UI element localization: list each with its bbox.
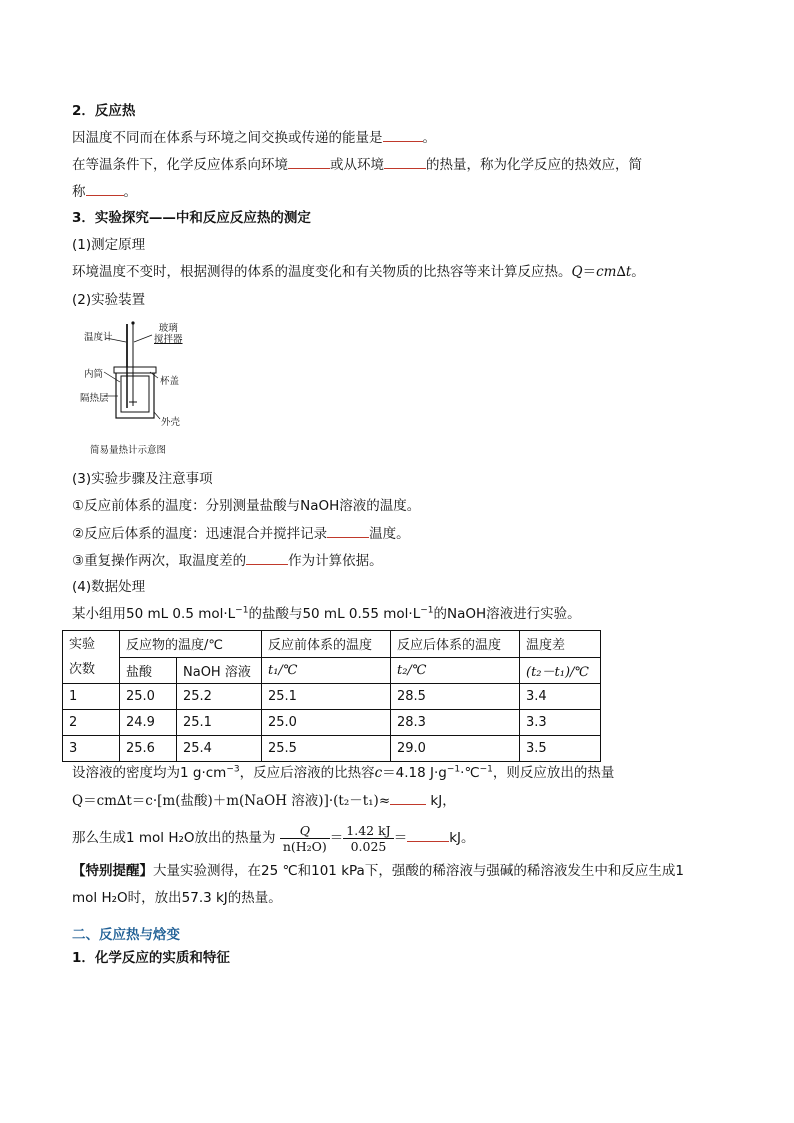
section-3-title: 3．实验探究——中和反应反应热的测定 bbox=[72, 210, 311, 226]
data-intro: 某小组用50 mL 0.5 $mol\cdot L^{-1}$的盐酸与50 mL 0.55 $mol\cdot L^{-1}$的NaOH溶液进行实验。 bbox=[72, 605, 581, 622]
subsection-principle: (1)测定原理 bbox=[72, 237, 146, 253]
table-header-row bbox=[63, 631, 601, 658]
label-shell: 外壳 bbox=[161, 417, 181, 428]
special-tip-continued: mol H₂O时，放出57.3 kJ的热量。 bbox=[72, 890, 282, 906]
table-cell: 28.3 bbox=[391, 710, 520, 736]
table-row bbox=[63, 684, 601, 710]
subheader-naoh: NaOH 溶液 bbox=[177, 657, 262, 684]
subsection-apparatus: (2)实验装置 bbox=[72, 292, 146, 308]
data-table bbox=[62, 630, 601, 762]
table-cell: 25.6 bbox=[120, 736, 177, 762]
table-cell: 28.5 bbox=[391, 684, 520, 710]
header-diff: 温度差 bbox=[520, 631, 601, 658]
label-stirrer: 玻璃 搅拌器 bbox=[154, 323, 183, 345]
part-2-subheading: 1．化学反应的实质和特征 bbox=[72, 950, 230, 966]
table-cell: 1 bbox=[63, 684, 120, 710]
fill-blank[interactable] bbox=[327, 524, 369, 538]
label-inner-cup: 内筒 bbox=[84, 369, 104, 380]
label-insulation: 隔热层 bbox=[80, 393, 109, 404]
fraction-values: $\frac{1.42 kJ}{0.025}$ bbox=[343, 823, 393, 854]
fill-blank[interactable] bbox=[383, 128, 423, 142]
fill-blank[interactable] bbox=[390, 791, 426, 805]
calc-line-2: Q＝cm∆t＝c·[m(盐酸)＋m(NaOH 溶液)]·(t₂－t₁)≈ kJ， bbox=[72, 793, 456, 809]
label-lid: 杯盖 bbox=[160, 376, 180, 387]
table-cell: 2 bbox=[63, 710, 120, 736]
header-after: 反应后体系的温度 bbox=[391, 631, 520, 658]
subsection-steps: (3)实验步骤及注意事项 bbox=[72, 471, 213, 487]
table-cell: 25.0 bbox=[262, 710, 391, 736]
sec2-paragraph-2: 在等温条件下，化学反应体系向环境 或从环境 的热量，称为化学反应的热效应，简 bbox=[72, 157, 642, 173]
table-cell: 3.4 bbox=[520, 684, 601, 710]
header-reactant: 反应物的温度/℃ bbox=[120, 631, 262, 658]
step-2: ②反应后体系的温度：迅速混合并搅拌记录 温度。 bbox=[72, 526, 410, 542]
table-cell: 24.9 bbox=[120, 710, 177, 736]
table-cell: 25.2 bbox=[177, 684, 262, 710]
table-subheader-row bbox=[63, 657, 601, 684]
fill-blank[interactable] bbox=[407, 828, 449, 842]
table-cell: 3.5 bbox=[520, 736, 601, 762]
table-row bbox=[63, 736, 601, 762]
table-cell: 25.5 bbox=[262, 736, 391, 762]
subheader-hcl: 盐酸 bbox=[120, 657, 177, 684]
table-cell: 25.0 bbox=[120, 684, 177, 710]
step-3: ③重复操作两次，取温度差的 作为计算依据。 bbox=[72, 553, 383, 569]
subheader-diff: (t₂－t₁)/℃ bbox=[520, 657, 601, 684]
calc-line-3: 那么生成1 mol H₂O放出的热量为 $\frac{Q}{\text{n(H₂O)}}$ ＝ $\frac{1.42 kJ}{0.025}$ ＝ kJ。 bbox=[72, 822, 475, 854]
fill-blank[interactable] bbox=[384, 155, 426, 169]
table-cell: 25.4 bbox=[177, 736, 262, 762]
section-2-title: 2．反应热 bbox=[72, 103, 136, 119]
table-cell: 3.3 bbox=[520, 710, 601, 736]
part-2-heading: 二、反应热与焓变 bbox=[72, 927, 180, 943]
fill-blank[interactable] bbox=[288, 155, 330, 169]
fraction-q-over-n: $\frac{Q}{\text{n(H₂O)}}$ bbox=[280, 823, 330, 854]
diagram-caption: 简易量热计示意图 bbox=[90, 445, 167, 456]
special-tip: 【特别提醒】大量实验测得，在25 ℃和101 kPa下，强酸的稀溶液与强碱的稀溶液发生中和反应生成1 bbox=[72, 863, 684, 879]
subheader-t1: t₁/℃ bbox=[262, 657, 391, 684]
calc-line-1: 设溶液的密度均为1 $g\cdot cm^{-3}$，反应后溶液的比热容c＝4.18 $J\cdot g^{-1}\cdot℃^{-1}$，则反应放出的热量 bbox=[72, 764, 615, 781]
sec2-paragraph-3: 称 。 bbox=[72, 184, 137, 200]
principle-text: 环境温度不变时，根据测得的体系的温度变化和有关物质的比热容等来计算反应热。Q＝cm∆t。 bbox=[72, 264, 645, 280]
header-trial: 实验 次数 bbox=[63, 631, 120, 684]
sec2-paragraph-1: 因温度不同而在体系与环境之间交换或传递的能量是 。 bbox=[72, 130, 436, 146]
header-before: 反应前体系的温度 bbox=[262, 631, 391, 658]
subheader-t2: t₂/℃ bbox=[391, 657, 520, 684]
table-cell: 25.1 bbox=[177, 710, 262, 736]
label-thermometer: 温度计 bbox=[84, 332, 113, 343]
table-cell: 29.0 bbox=[391, 736, 520, 762]
table-cell: 3 bbox=[63, 736, 120, 762]
subsection-data: (4)数据处理 bbox=[72, 579, 146, 595]
step-1: ①反应前体系的温度：分别测量盐酸与NaOH溶液的温度。 bbox=[72, 498, 421, 514]
table-cell: 25.1 bbox=[262, 684, 391, 710]
fill-blank[interactable] bbox=[86, 182, 124, 196]
table-row bbox=[63, 710, 601, 736]
calorimeter-diagram bbox=[80, 320, 210, 460]
fill-blank[interactable] bbox=[246, 551, 288, 565]
